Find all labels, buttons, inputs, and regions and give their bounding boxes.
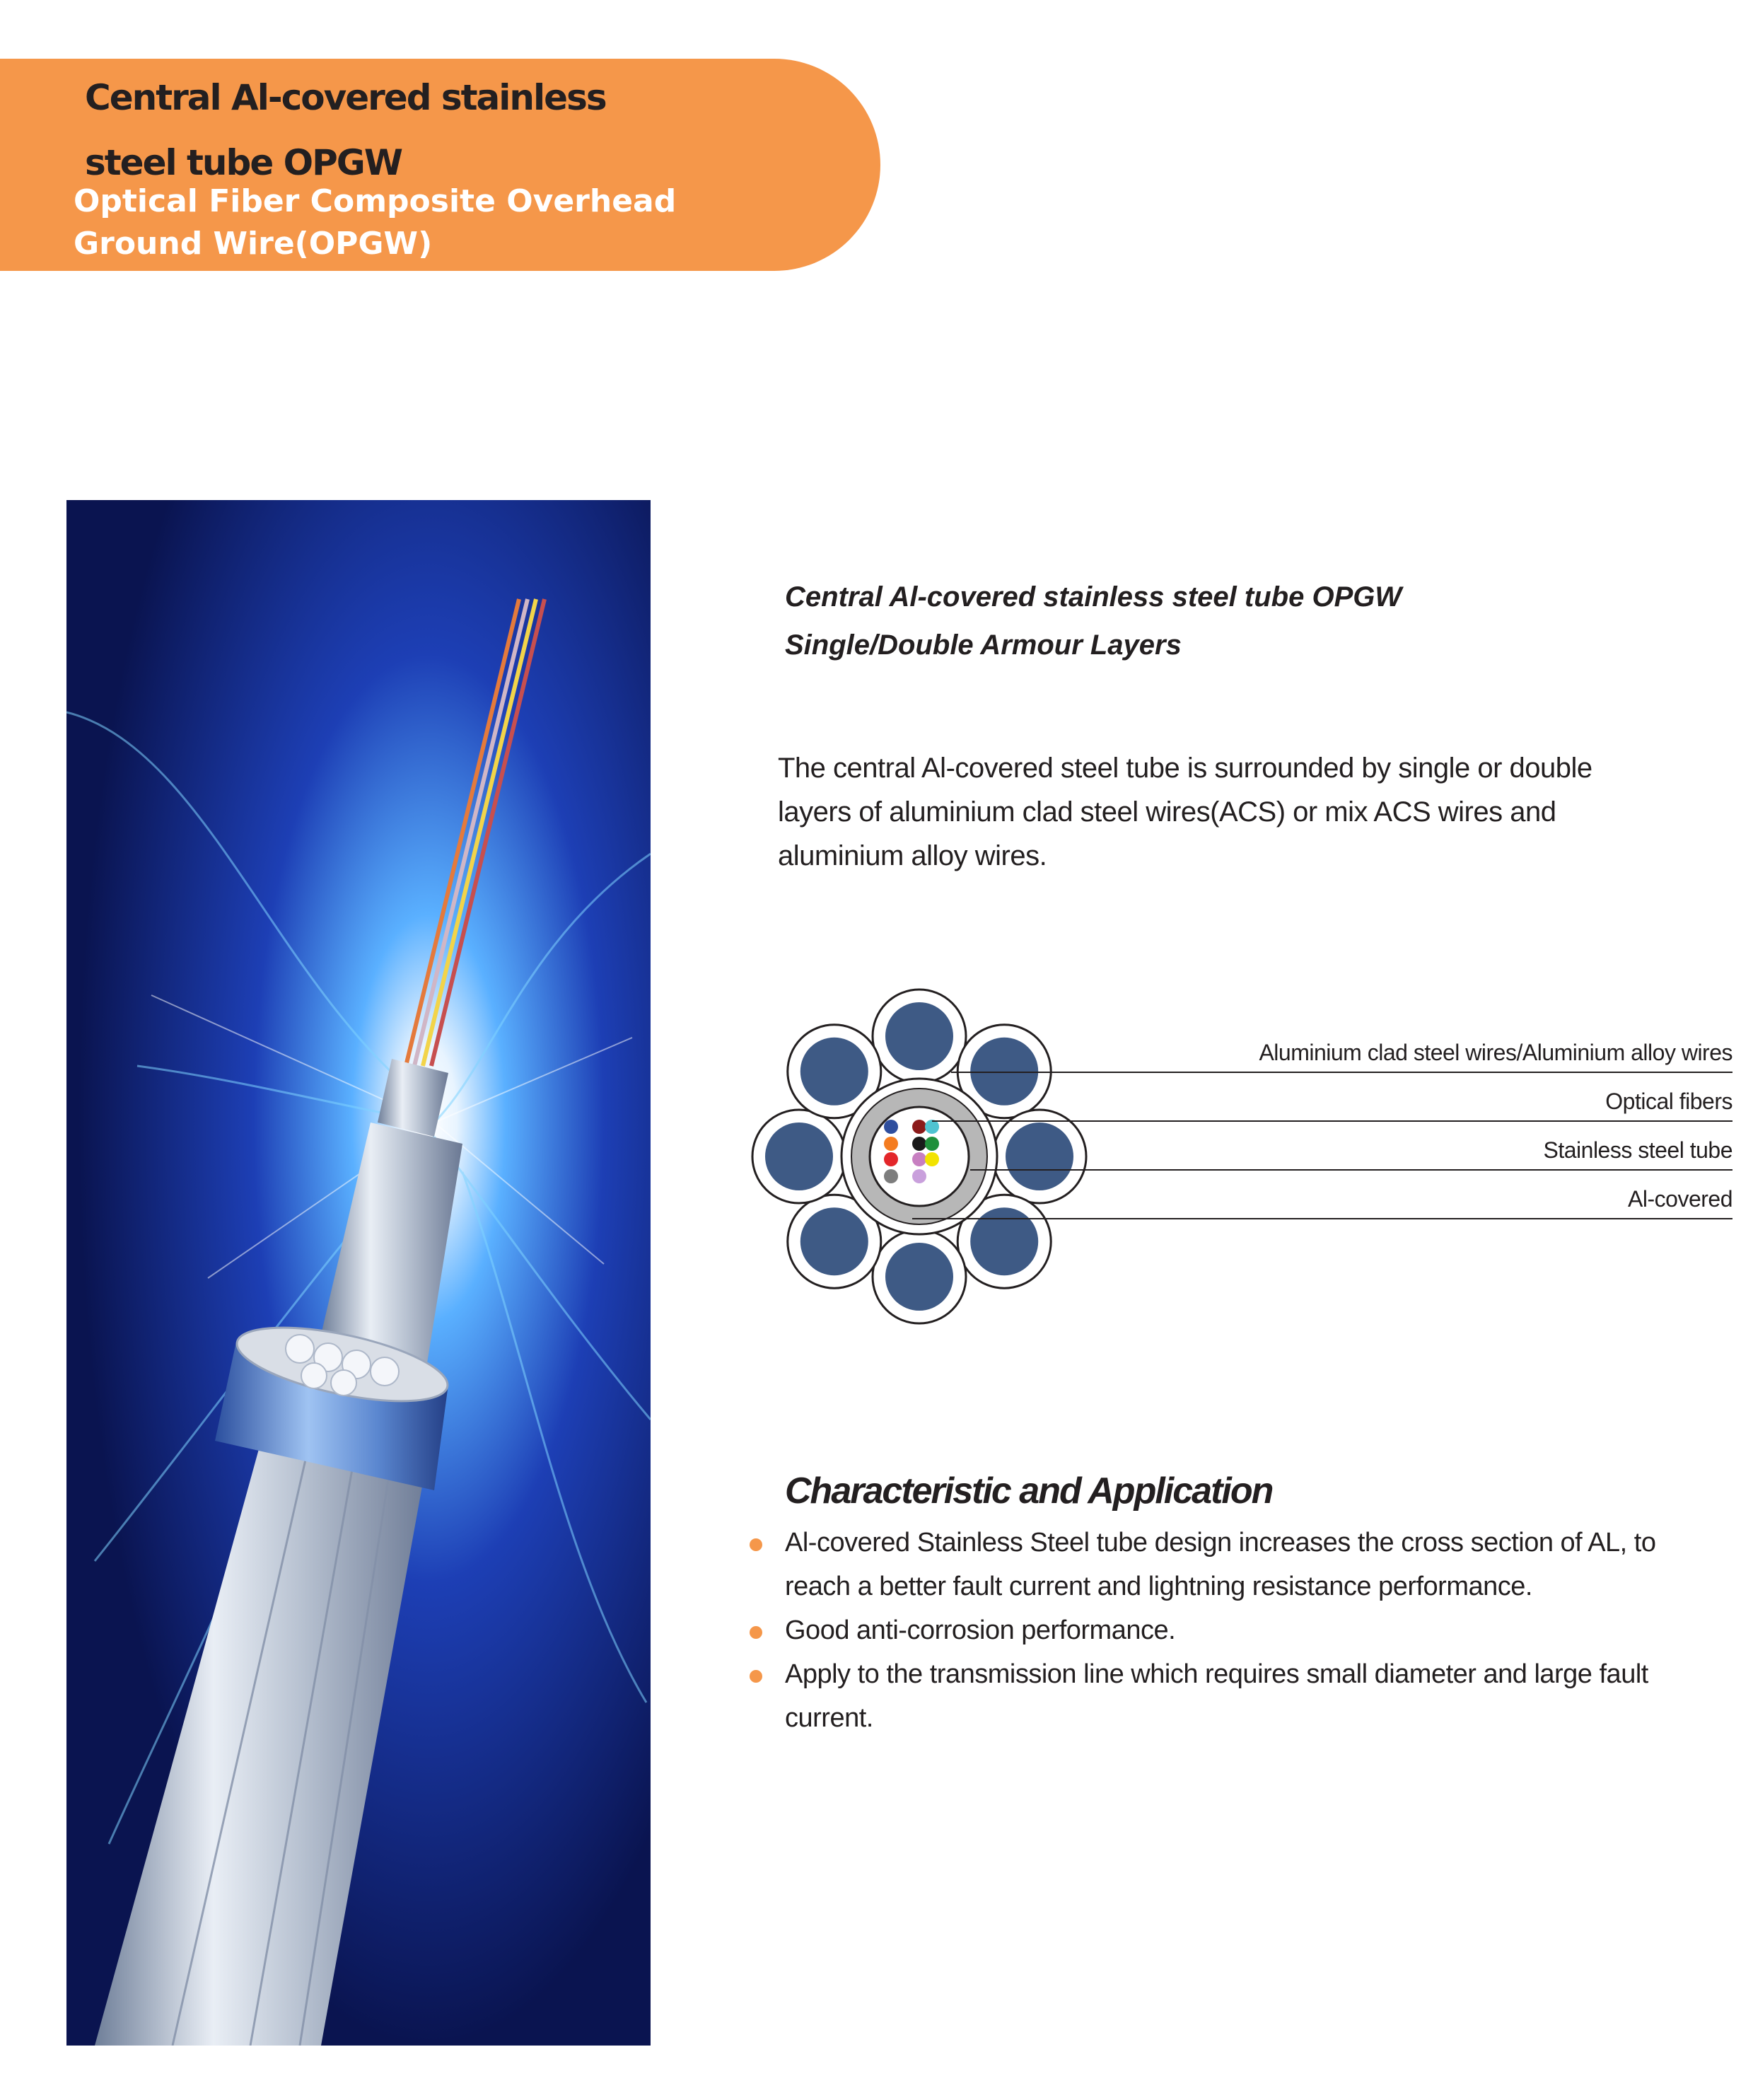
bullet-text: Al-covered Stainless Steel tube design increases the cross section of AL, to — [785, 1528, 1656, 1557]
subtitle-line-2: Ground Wire(OPGW) — [74, 226, 433, 262]
armour-wire-core — [970, 1038, 1038, 1106]
subtitle-line-1: Optical Fiber Composite Overhead — [74, 183, 677, 219]
optical-fiber — [925, 1137, 939, 1151]
opgw-cable-illustration — [66, 500, 651, 2046]
list-item — [750, 1652, 1725, 1740]
optical-fiber — [884, 1120, 898, 1134]
optical-fiber — [912, 1120, 926, 1134]
armour-wire-core — [800, 1038, 868, 1106]
cross-section-diagram — [742, 976, 1732, 1337]
optical-fiber — [912, 1152, 926, 1166]
bullet-dot-icon — [750, 1538, 762, 1551]
armour-wire-core — [800, 1207, 868, 1275]
page-title — [85, 65, 792, 195]
optical-fiber — [912, 1169, 926, 1183]
product-heading-line-2: Single/Double Armour Layers — [785, 630, 1182, 661]
bullet-text: reach a better fault current and lightning resistance performance. — [785, 1572, 1532, 1601]
label-stainless-steel-tube: Stainless steel tube — [1543, 1137, 1732, 1163]
armour-wire-core — [970, 1207, 1038, 1275]
armour-wire-core — [765, 1122, 833, 1190]
list-item — [750, 1521, 1725, 1608]
armour-wire-core — [885, 1002, 953, 1070]
optical-fiber — [884, 1137, 898, 1151]
description-line-1: The central Al-covered steel tube is surrounded by single or double — [778, 753, 1592, 784]
bullet-dot-icon — [750, 1670, 762, 1683]
label-aluminium-wires: Aluminium clad steel wires/Aluminium alloy wires — [1259, 1040, 1732, 1065]
optical-fiber — [884, 1169, 898, 1183]
page-subtitle — [74, 180, 851, 265]
title-line-1: Central Al-covered stainless — [85, 77, 606, 118]
bullet-text: current. — [785, 1703, 873, 1733]
armour-wire-core — [885, 1243, 953, 1311]
bullet-text: Good anti-corrosion performance. — [785, 1615, 1176, 1645]
optical-fiber — [925, 1152, 939, 1166]
product-description — [778, 746, 1697, 878]
characteristics-title: Characteristic and Application — [785, 1470, 1273, 1512]
product-photo — [66, 500, 651, 2046]
optical-fiber — [884, 1152, 898, 1166]
product-heading-line-1: Central Al-covered stainless steel tube OPGW — [785, 581, 1402, 613]
product-heading — [785, 573, 1704, 669]
bullet-text: Apply to the transmission line which requires small diameter and large fault — [785, 1659, 1648, 1689]
optical-fiber — [912, 1137, 926, 1151]
list-item — [750, 1608, 1725, 1652]
bullet-dot-icon — [750, 1626, 762, 1639]
title-line-2: steel tube OPGW — [85, 142, 402, 183]
description-line-3: aluminium alloy wires. — [778, 840, 1047, 871]
characteristics-list — [750, 1521, 1725, 1740]
label-optical-fibers: Optical fibers — [1605, 1089, 1732, 1114]
label-al-covered: Al-covered — [1628, 1186, 1732, 1212]
armour-wire-core — [1006, 1122, 1073, 1190]
description-line-2: layers of aluminium clad steel wires(ACS) or mix ACS wires and — [778, 796, 1556, 828]
